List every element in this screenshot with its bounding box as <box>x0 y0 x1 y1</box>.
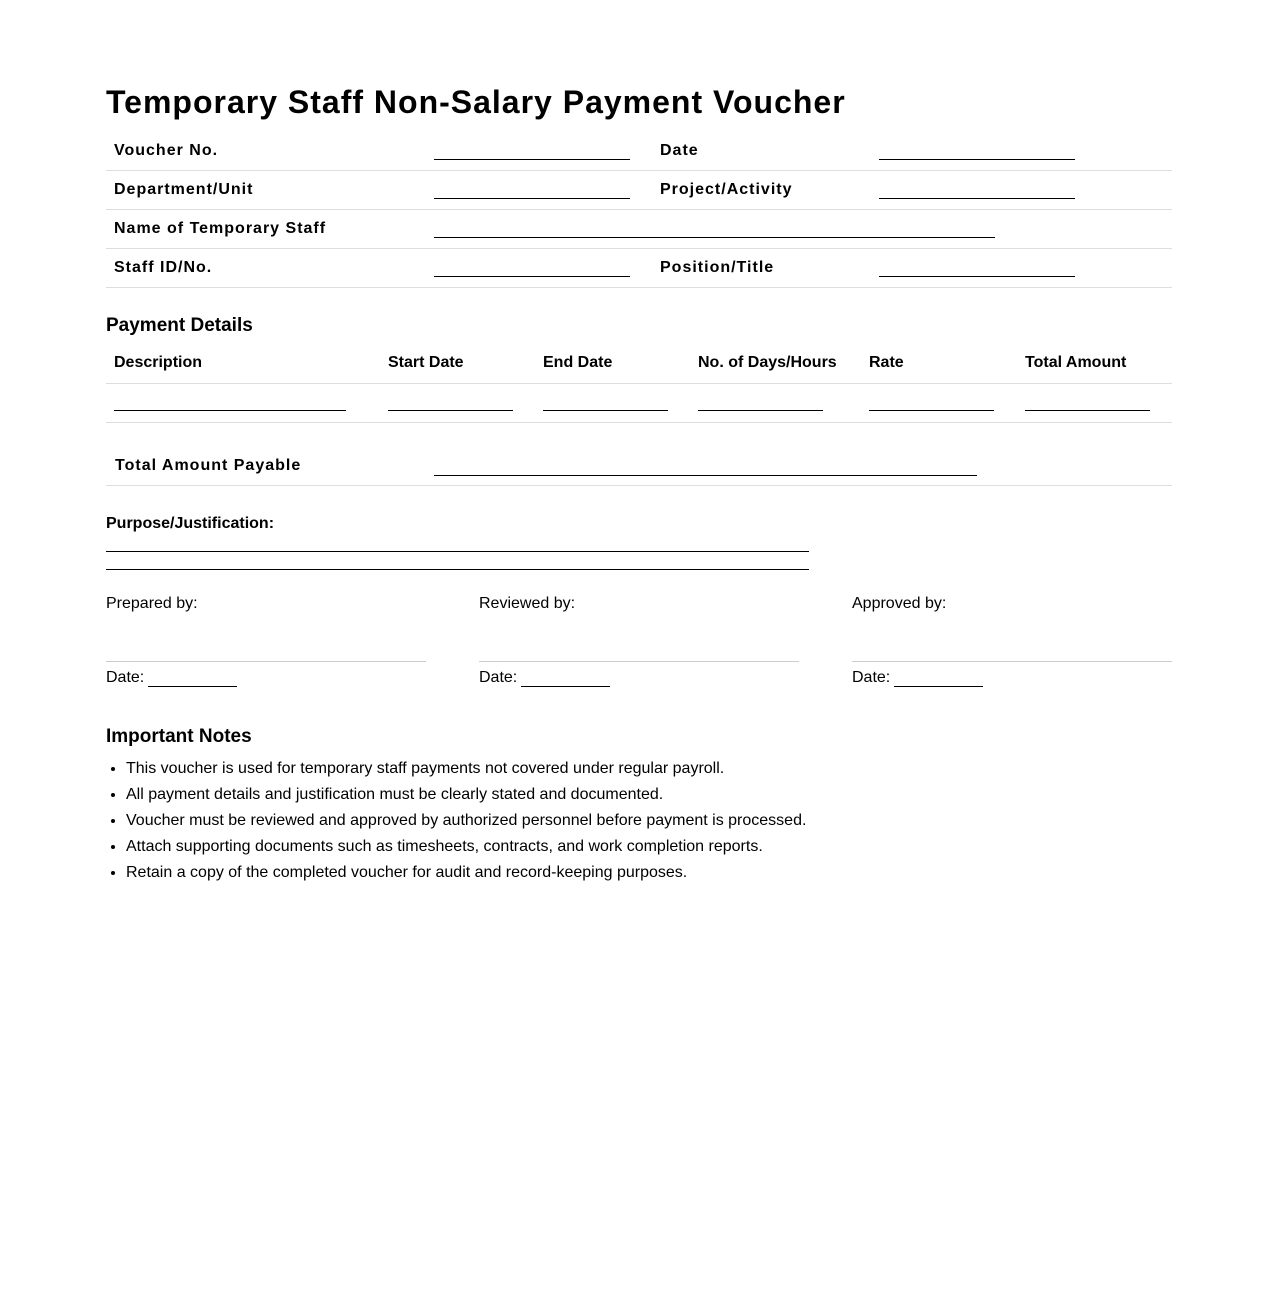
list-item: • Voucher must be reviewed and approved by authorized personnel before payment is processed. <box>126 808 806 834</box>
payment-header-row <box>106 343 1172 384</box>
staff-id-label: Staff ID/No. <box>106 249 434 288</box>
list-item: • This voucher is used for temporary staff payments not covered under regular payroll. <box>126 756 806 782</box>
info-row <box>106 249 1172 288</box>
prepared-signature-line[interactable] <box>106 661 426 662</box>
approved-date <box>852 669 983 687</box>
prepared-by-label: Prepared by: <box>106 595 198 612</box>
notes-section <box>106 726 806 886</box>
payment-row <box>106 384 1172 423</box>
column-header: Start Date <box>380 343 535 384</box>
reviewed-signature-line[interactable] <box>479 661 799 662</box>
rate-field[interactable] <box>869 396 994 411</box>
approved-by-label: Approved by: <box>852 595 947 612</box>
end-date-field[interactable] <box>543 396 668 411</box>
position-label: Position/Title <box>647 249 967 288</box>
project-field[interactable] <box>879 184 1075 199</box>
position-field[interactable] <box>879 262 1075 277</box>
date-field[interactable] <box>879 145 1075 160</box>
payment-heading: Payment Details <box>106 315 253 336</box>
info-row <box>106 210 1172 249</box>
list-item: • All payment details and justification must be clearly stated and documented. <box>126 782 806 808</box>
department-field[interactable] <box>434 184 630 199</box>
date-label: Date: <box>852 669 891 686</box>
column-header: Description <box>106 343 380 384</box>
payment-table <box>106 343 1172 423</box>
description-field[interactable] <box>114 396 346 411</box>
info-table <box>106 132 1172 288</box>
voucher-no-label: Voucher No. <box>106 132 434 171</box>
notes-heading: Important Notes <box>106 726 252 747</box>
list-item: • Attach supporting documents such as timesheets, contracts, and work completion reports. <box>126 834 806 860</box>
purpose-line-1[interactable] <box>106 551 809 552</box>
approved-signature-line[interactable] <box>852 661 1172 662</box>
list-item: • Retain a copy of the completed voucher for audit and record-keeping purposes. <box>126 860 806 886</box>
reviewed-date-field[interactable] <box>521 671 610 687</box>
project-label: Project/Activity <box>647 171 967 210</box>
info-row <box>106 132 1172 171</box>
days-hours-field[interactable] <box>698 396 823 411</box>
approved-date-field[interactable] <box>894 671 983 687</box>
date-label: Date <box>647 132 967 171</box>
reviewed-by-label: Reviewed by: <box>479 595 576 612</box>
info-row <box>106 171 1172 210</box>
column-header: End Date <box>535 343 690 384</box>
staff-name-field[interactable] <box>434 223 995 238</box>
column-header: Total Amount <box>1017 343 1172 384</box>
voucher-form <box>106 80 1172 881</box>
notes-list <box>106 756 806 886</box>
purpose-label: Purpose/Justification: <box>106 515 275 532</box>
staff-id-field[interactable] <box>434 262 630 277</box>
date-label: Date: <box>479 669 518 686</box>
date-label: Date: <box>106 669 145 686</box>
prepared-date-field[interactable] <box>148 671 237 687</box>
total-payable-field[interactable] <box>434 461 977 476</box>
total-payable-row <box>106 423 1172 486</box>
prepared-date <box>106 669 237 687</box>
staff-name-label: Name of Temporary Staff <box>106 210 434 249</box>
total-payable-label: Total Amount Payable <box>115 457 302 474</box>
column-header: Rate <box>861 343 1017 384</box>
voucher-no-field[interactable] <box>434 145 630 160</box>
purpose-section <box>106 515 1172 595</box>
department-label: Department/Unit <box>106 171 434 210</box>
signature-section <box>106 595 1172 705</box>
reviewed-date <box>479 669 610 687</box>
column-header: No. of Days/Hours <box>690 343 861 384</box>
total-amount-field[interactable] <box>1025 396 1150 411</box>
purpose-line-2[interactable] <box>106 569 809 570</box>
start-date-field[interactable] <box>388 396 513 411</box>
page-title: Temporary Staff Non-Salary Payment Voucher <box>106 84 846 120</box>
